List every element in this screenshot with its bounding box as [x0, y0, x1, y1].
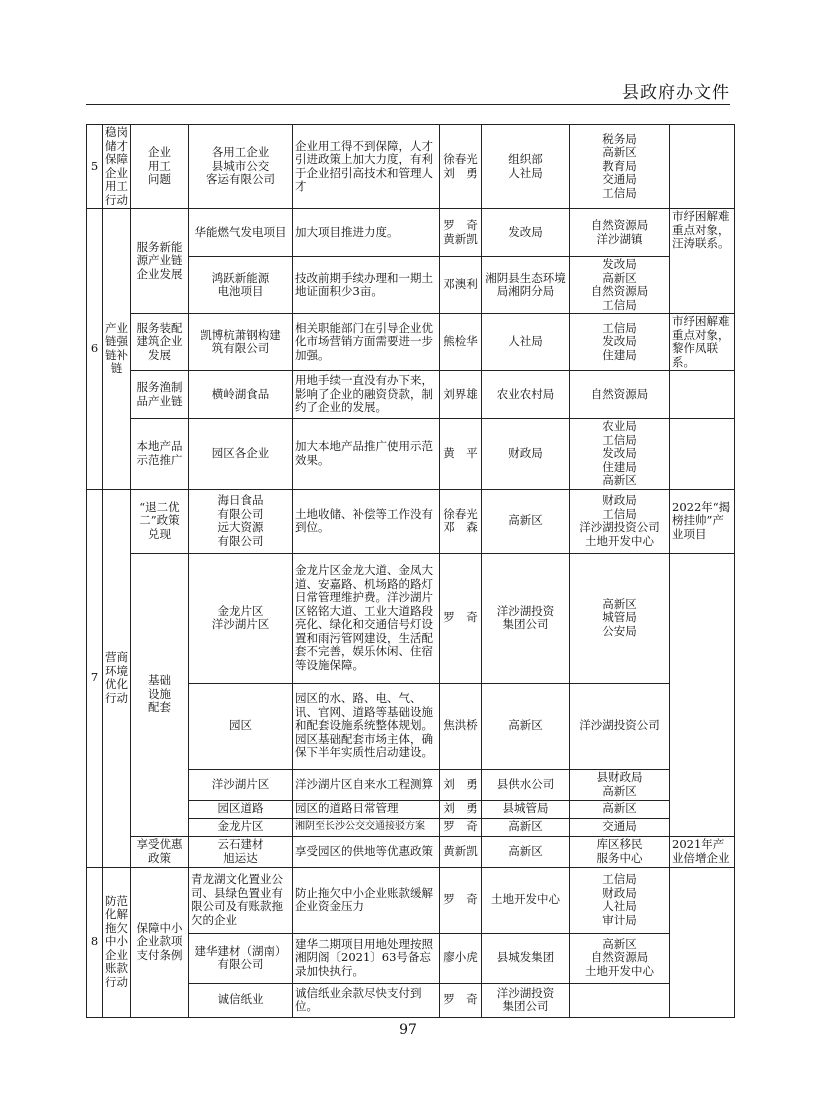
cell-line: 刘 勇: [443, 801, 478, 816]
lead-dept-cell: [482, 553, 570, 683]
document-header-title: 县政府办文件: [622, 83, 730, 103]
cell-line: 邓 森: [443, 520, 478, 534]
leader-cell: [440, 933, 482, 983]
cell-line: 建华建材（湖南）: [194, 943, 287, 958]
cell-line: 鸿跃新能源: [211, 270, 270, 285]
cell-line: 华能燃气发电项目: [194, 224, 287, 239]
cell-line: 服务装配: [136, 320, 183, 335]
coop-dept-cell: [570, 257, 670, 314]
note-cell: [670, 125, 735, 209]
cell-line: 农业农村局: [496, 386, 555, 401]
cell-line: 支付条例: [136, 947, 183, 962]
leader-cell: [440, 867, 482, 933]
cell-line: 洋沙湖投资公司: [579, 520, 660, 534]
cell-line: 金龙片区: [217, 603, 264, 618]
cell-line: 县城管局: [502, 801, 549, 816]
cell-line: 县供水公司: [496, 776, 555, 791]
item-cell: [131, 489, 189, 553]
cell-line: 园区: [229, 718, 252, 733]
cell-line: 自然资源局: [590, 284, 649, 298]
lead-dept-cell: [482, 933, 570, 983]
cell-line: 交通局: [602, 172, 637, 187]
cell-line: 土地开发中心: [585, 963, 654, 978]
cell-line: 园区道路: [217, 801, 264, 816]
cell-line: 高新区: [602, 145, 637, 160]
unit-cell: [189, 419, 293, 490]
problem-cell: 金龙片区金龙大道、金凤大道、安嘉路、机场路的路灯日常管理维护费。洋沙湖片区铭铭大道、工业大道路段亮化、绿化和交通信号灯设置和雨污管网建设，生活配套不完善，娱乐休闲、住宿等设施保障。: [293, 553, 440, 683]
cell-line: 金龙片区: [217, 819, 264, 834]
cell-line: 自然资源局: [590, 218, 649, 232]
cell-line: 客运有限公司: [206, 172, 275, 187]
coop-dept-cell: [570, 314, 670, 371]
cell-line: 服务新能: [136, 239, 183, 254]
lead-dept-cell: 湘阴县生态环境局湘阴分局: [482, 257, 570, 314]
cell-line: 凯博杭萧钢构建: [200, 327, 281, 342]
cell-line: 刘界雄: [443, 386, 478, 401]
coop-dept-cell: [570, 933, 670, 983]
cell-line: 高新区: [508, 718, 543, 733]
cell-line: “退二优: [139, 499, 180, 514]
table-row: [87, 553, 735, 683]
cell-line: 高新区: [508, 843, 543, 858]
task-table: [86, 124, 735, 1018]
cell-line: 发改局: [508, 224, 543, 239]
cell-line: 保障中小: [136, 920, 183, 935]
cell-line: 公安局: [602, 623, 637, 638]
cell-line: 熊检华: [443, 334, 478, 349]
note-cell: [670, 553, 735, 836]
table-row: [87, 314, 735, 371]
cell-line: 工信局: [602, 297, 637, 312]
cell-line: 住建局: [602, 459, 637, 474]
cell-line: 刘 勇: [443, 165, 478, 180]
coop-dept-cell: [570, 818, 670, 836]
cell-line: 基础: [148, 673, 171, 688]
unit-cell: [189, 125, 293, 209]
row-number: 7: [87, 489, 103, 867]
cell-line: 组织部: [508, 152, 543, 166]
cell-line: 税务局: [602, 131, 637, 146]
cell-line: 城管局: [602, 610, 637, 625]
problem-cell: 相关职能部门在引导企业优化市场营销方面需要进一步加强。: [293, 314, 440, 371]
unit-cell: [189, 209, 293, 257]
cell-line: 高新区: [602, 596, 637, 611]
cell-line: 发改局: [602, 257, 637, 271]
table-row: [87, 489, 735, 553]
cell-line: 发改局: [602, 446, 637, 460]
cell-line: 海日食品: [217, 493, 264, 507]
cell-line: 企业发展: [136, 266, 183, 281]
lead-dept-cell: [482, 769, 570, 800]
cell-line: 农业局: [602, 419, 637, 433]
cell-line: 集团公司: [502, 617, 549, 631]
leader-cell: [440, 371, 482, 419]
cell-line: 廖小虎: [443, 950, 478, 965]
cell-line: 罗 奇: [443, 819, 478, 834]
problem-cell: 加大项目推进力度。: [293, 209, 440, 257]
table-row: [87, 867, 735, 933]
lead-dept-cell: [482, 314, 570, 371]
cell-line: 黄 平: [443, 446, 478, 460]
cell-line: 审计局: [602, 912, 637, 927]
cell-line: 交通局: [602, 819, 637, 834]
problem-cell: 技改前期手续办理和一期土地证面积少3亩。: [293, 257, 440, 314]
coop-dept-cell: [570, 489, 670, 553]
row-number: 5: [87, 125, 103, 209]
lead-dept-cell: [482, 419, 570, 490]
cell-line: 教育局: [602, 158, 637, 173]
unit-cell: [189, 800, 293, 818]
cell-line: 土地开发中心: [585, 533, 654, 548]
unit-cell: [189, 314, 293, 371]
item-cell: [131, 209, 189, 314]
cell-line: 设施: [148, 686, 171, 701]
lead-dept-cell: [482, 371, 570, 419]
cell-line: 土地开发中心: [491, 892, 560, 907]
lead-dept-cell: [482, 683, 570, 769]
note-cell: [670, 419, 735, 490]
unit-cell: [189, 769, 293, 800]
problem-cell: 土地收储、补偿等工作没有到位。: [293, 489, 440, 553]
cell-line: 洋沙湖镇: [596, 231, 643, 246]
problem-cell: 加大本地产品推广使用示范效果。: [293, 419, 440, 490]
cell-line: 兑现: [148, 526, 171, 541]
cell-line: 高新区: [508, 819, 543, 834]
header-rule: [86, 104, 730, 105]
item-cell: [131, 867, 189, 1017]
cell-line: 发改局: [602, 334, 637, 349]
problem-cell: 防止拖欠中小企业账款缓解企业资金压力: [293, 867, 440, 933]
cell-line: 罗 奇: [443, 610, 478, 625]
cell-line: 配套: [148, 700, 171, 715]
cell-line: 高新区: [508, 513, 543, 528]
page-number: 97: [399, 1022, 417, 1038]
cell-line: 享受优惠: [136, 837, 183, 851]
note-cell: [670, 371, 735, 419]
table-row: [87, 209, 735, 257]
coop-dept-cell: [570, 800, 670, 818]
coop-dept-cell: [570, 683, 670, 769]
cell-line: 洋沙湖投资: [496, 603, 555, 618]
cell-line: 住建局: [602, 347, 637, 362]
item-cell: [131, 314, 189, 371]
cell-line: 电池项目: [217, 284, 264, 298]
coop-dept-cell: [570, 209, 670, 257]
item-cell: [131, 371, 189, 419]
cell-line: 县城市公交: [211, 158, 270, 173]
cell-line: 云石建材: [217, 837, 264, 851]
leader-cell: [440, 983, 482, 1017]
note-cell: [670, 867, 735, 1017]
cell-line: 高新区: [602, 473, 637, 487]
cell-line: 人社局: [602, 899, 637, 913]
problem-cell: 享受园区的供地等优惠政策: [293, 836, 440, 867]
unit-cell: [189, 489, 293, 553]
lead-dept-cell: [482, 983, 570, 1017]
lead-dept-cell: [482, 867, 570, 933]
item-cell: [131, 553, 189, 836]
unit-cell: [189, 371, 293, 419]
cell-line: 财政局: [602, 493, 637, 507]
cell-line: 示范推广: [136, 452, 183, 467]
item-cell: [131, 419, 189, 490]
problem-cell: 洋沙湖片区自来水工程测算: [293, 769, 440, 800]
lead-dept-cell: [482, 818, 570, 836]
coop-dept-cell: [570, 769, 670, 800]
note-cell: 2022年“揭榜挂帅”产业项目: [670, 489, 735, 553]
cell-line: 财政局: [602, 885, 637, 900]
unit-cell: [189, 257, 293, 314]
problem-cell: 湘阴至长沙公交交通接驳方案: [293, 818, 440, 836]
cell-line: 有限公司: [217, 506, 264, 521]
note-cell: 市纾困解难重点对象，黎作凤联系。: [670, 314, 735, 371]
cell-line: 有限公司: [217, 533, 264, 548]
cell-line: 罗 奇: [443, 218, 478, 232]
cell-line: 集团公司: [502, 999, 549, 1013]
leader-cell: [440, 836, 482, 867]
cell-line: 企业款项: [136, 934, 183, 949]
cell-line: 本地产品: [136, 439, 183, 454]
coop-dept-cell: [570, 836, 670, 867]
table-row: [87, 419, 735, 490]
action-category: 产业链强链补链: [103, 209, 131, 490]
action-category: 防范化解拖欠中小企业账款行动: [103, 867, 131, 1017]
cell-line: 企业: [148, 145, 171, 160]
leader-cell: [440, 769, 482, 800]
unit-cell: 青龙湖文化置业公司、县绿色置业有限公司及有账款拖欠的企业: [189, 867, 293, 933]
unit-cell: [189, 983, 293, 1017]
cell-line: 自然资源局: [590, 950, 649, 965]
coop-dept-cell: [570, 371, 670, 419]
leader-cell: [440, 257, 482, 314]
leader-cell: [440, 800, 482, 818]
cell-line: 刘 勇: [443, 776, 478, 791]
cell-line: 用工: [148, 158, 171, 173]
cell-line: 黄新凯: [443, 843, 478, 858]
leader-cell: [440, 553, 482, 683]
leader-cell: [440, 683, 482, 769]
cell-line: 工信局: [602, 185, 637, 200]
leader-cell: [440, 209, 482, 257]
cell-line: 服务中心: [596, 850, 643, 865]
cell-line: 洋沙湖投资: [496, 985, 555, 1000]
lead-dept-cell: [482, 209, 570, 257]
cell-line: 横岭湖食品: [211, 386, 270, 401]
cell-line: 洋沙湖片区: [211, 617, 270, 631]
note-cell: 2021年产业倍增企业: [670, 836, 735, 867]
cell-line: 人社局: [508, 165, 543, 180]
cell-line: 筑有限公司: [211, 341, 270, 355]
unit-cell: [189, 683, 293, 769]
action-category: 稳岗储才保障企业用工行动: [103, 125, 131, 209]
cell-line: 县财政局: [596, 770, 643, 784]
lead-dept-cell: [482, 836, 570, 867]
problem-cell: 诚信纸业余款尽快支付到位。: [293, 983, 440, 1017]
cell-line: 园区各企业: [211, 446, 270, 460]
cell-line: 徐春光: [443, 506, 478, 521]
action-category: 营商环境优化行动: [103, 489, 131, 867]
cell-line: 自然资源局: [590, 386, 649, 401]
cell-line: 洋沙湖片区: [211, 776, 270, 791]
cell-line: 高新区: [602, 801, 637, 816]
cell-line: 诚信纸业: [217, 992, 264, 1007]
coop-dept-cell: [570, 125, 670, 209]
cell-line: 工信局: [602, 872, 637, 886]
cell-line: 二”政策: [139, 513, 180, 528]
leader-cell: [440, 489, 482, 553]
cell-line: 罗 奇: [443, 992, 478, 1007]
item-cell: [131, 125, 189, 209]
leader-cell: [440, 818, 482, 836]
cell-line: 建筑企业: [136, 334, 183, 349]
cell-line: 各用工企业: [211, 145, 270, 160]
problem-cell: 用地手续一直没有办下来，影响了企业的融资贷款，制约了企业的发展。: [293, 371, 440, 419]
leader-cell: [440, 419, 482, 490]
problem-cell: 建华二期项目用地处理按照湘阴阁〔2021〕63号备忘录加快执行。: [293, 933, 440, 983]
cell-line: 徐春光: [443, 152, 478, 166]
cell-line: 高新区: [602, 936, 637, 951]
unit-cell: [189, 836, 293, 867]
cell-line: 源产业链: [136, 253, 183, 268]
lead-dept-cell: [482, 125, 570, 209]
cell-line: 高新区: [602, 270, 637, 285]
coop-dept-cell: [570, 419, 670, 490]
row-number: 6: [87, 209, 103, 490]
cell-line: 邓澳利: [443, 277, 478, 292]
problem-cell: 企业用工得不到保障，人才引进政策上加大力度，有利于企业招引高技术和管理人才: [293, 125, 440, 209]
unit-cell: [189, 553, 293, 683]
cell-line: 工信局: [602, 432, 637, 447]
cell-line: 旭运达: [223, 850, 258, 865]
table-row: [87, 836, 735, 867]
item-cell: [131, 836, 189, 867]
cell-line: 发展: [148, 347, 171, 362]
cell-line: 罗 奇: [443, 892, 478, 907]
cell-line: 人社局: [508, 334, 543, 349]
row-number: 8: [87, 867, 103, 1017]
cell-line: 工信局: [602, 506, 637, 521]
leader-cell: [440, 125, 482, 209]
coop-dept-cell: [570, 553, 670, 683]
problem-cell: 园区的水、路、电、气、讯、官网、道路等基础设施和配套设施系统整体规划。园区基础配套市场主体，确保下半年实质性启动建设。: [293, 683, 440, 769]
cell-line: 黄新凯: [443, 231, 478, 246]
cell-line: 品产业链: [136, 393, 183, 408]
note-cell: 市纾困解难重点对象，汪涛联系。: [670, 209, 735, 314]
problem-cell: 园区的道路日常管理: [293, 800, 440, 818]
cell-line: 有限公司: [217, 957, 264, 971]
cell-line: 洋沙湖投资公司: [579, 718, 660, 733]
unit-cell: [189, 818, 293, 836]
coop-dept-cell: [570, 983, 670, 1017]
cell-line: 问题: [148, 172, 171, 187]
lead-dept-cell: [482, 800, 570, 818]
cell-line: 财政局: [508, 446, 543, 460]
coop-dept-cell: [570, 867, 670, 933]
cell-line: 焦洪桥: [443, 718, 478, 733]
cell-line: 高新区: [602, 783, 637, 798]
cell-line: 县城发集团: [496, 950, 555, 965]
cell-line: 工信局: [602, 320, 637, 335]
table-row: [87, 125, 735, 209]
table-row: [87, 371, 735, 419]
lead-dept-cell: [482, 489, 570, 553]
cell-line: 政策: [148, 850, 171, 865]
cell-line: 库区移民: [596, 837, 643, 851]
unit-cell: [189, 933, 293, 983]
leader-cell: [440, 314, 482, 371]
cell-line: 远大资源: [217, 520, 264, 534]
cell-line: 服务渔制: [136, 380, 183, 394]
